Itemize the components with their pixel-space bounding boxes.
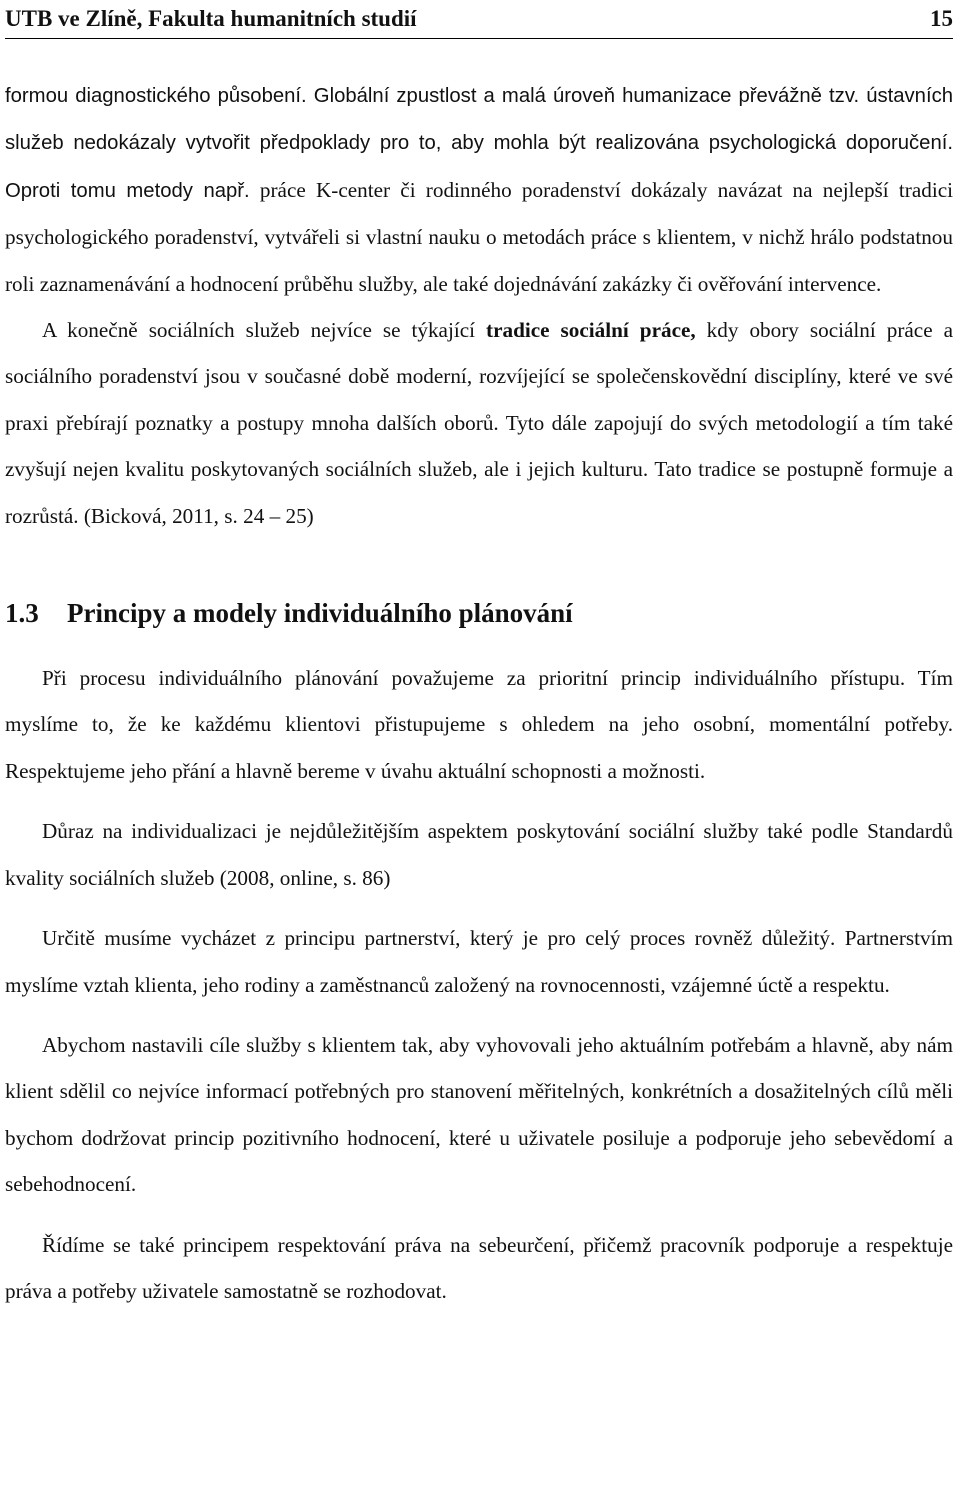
page-content xyxy=(5,72,953,1314)
header-title: UTB ve Zlíně, Fakulta humanitních studií xyxy=(5,6,417,31)
paragraph-1-sans-part: formou diagnostického působení. Globální zpustlost a malá úroveň humanizace převážně tzv. ústavních služeb nedokázaly vytvořit předpoklady pro to, aby mohla být realizována psychologická doporučení. Oproti tomu metody např. xyxy=(5,85,953,202)
paragraph-7: Řídíme se také principem respektování práva na sebeurčení, přičemž pracovník podporuje a respektuje práva a potřeby uživatele samostatně se rozhodovat. xyxy=(5,1232,953,1303)
paragraph-6: Abychom nastavili cíle služby s klientem tak, aby vyhovovali jeho aktuálním potřebám a hlavně, aby nám klient sdělil co nejvíce informací potřebných pro stanovení měřitelných, konkrétních a dosažitelných cílů měli bychom dodržovat princip pozitivního hodnocení, které u uživatele posiluje a podporuje jeho sebevědomí a sebehodnocení. xyxy=(5,1032,953,1197)
paragraph-3: Při procesu individuálního plánování považujeme za prioritní princip individuálního přístupu. Tím myslíme to, že ke každému klientovi přistupujeme s ohledem na jeho osobní, momentální potřeby. Respektujeme jeho přání a hlavně bereme v úvahu aktuální schopnosti a možnosti. xyxy=(5,666,953,783)
paragraph-4: Důraz na individualizaci je nejdůležitějším aspektem poskytování sociální služby také podle Standardů kvality sociálních služeb (2008, online, s. 86) xyxy=(5,819,953,890)
paragraph-2 xyxy=(5,307,953,539)
paragraph-2-start: A konečně sociálních služeb nejvíce se týkající xyxy=(42,318,487,343)
paragraph-1-serif-part: práce K-center či rodinného poradenství dokázaly navázat na nejlepší tradici psychologického poradenství, vytvářeli si vlastní nauku o metodách práce s klientem, v nichž hrálo podstatnou roli zaznamenávání a hodnocení průběhu služby, ale také dojednávání zakázky či ověřování intervence. xyxy=(5,177,953,296)
paragraph-2-end: kdy obory sociální práce a sociálního poradenství jsou v současné době moderní, rozvíjející se společenskovědní disciplíny, které ve své praxi přebírají poznatky a postupy mnoha dalších oborů. Tyto dále zapojují do svých metodologií a tím také zvyšují nejen kvalitu poskytovaných sociálních služeb, ale i jejich kulturu. Tato tradice se postupně formuje a rozrůstá. (Bicková, 2011, s. 24 – 25) xyxy=(5,318,953,528)
page-header xyxy=(5,0,953,39)
section-title: Principy a modely individuálního plánování xyxy=(67,598,573,629)
section-heading xyxy=(5,593,953,633)
section-number: 1.3 xyxy=(5,598,39,629)
paragraph-2-bold: tradice sociální práce, xyxy=(486,318,696,343)
paragraph-5: Určitě musíme vycházet z principu partnerství, který je pro celý proces rovněž důležitý. Partnerstvím myslíme vztah klienta, jeho rodiny a zaměstnanců založený na rovnocennosti, vzájemné úctě a respektu. xyxy=(5,926,953,997)
page-number: 15 xyxy=(930,6,953,31)
paragraph-1 xyxy=(5,72,953,307)
